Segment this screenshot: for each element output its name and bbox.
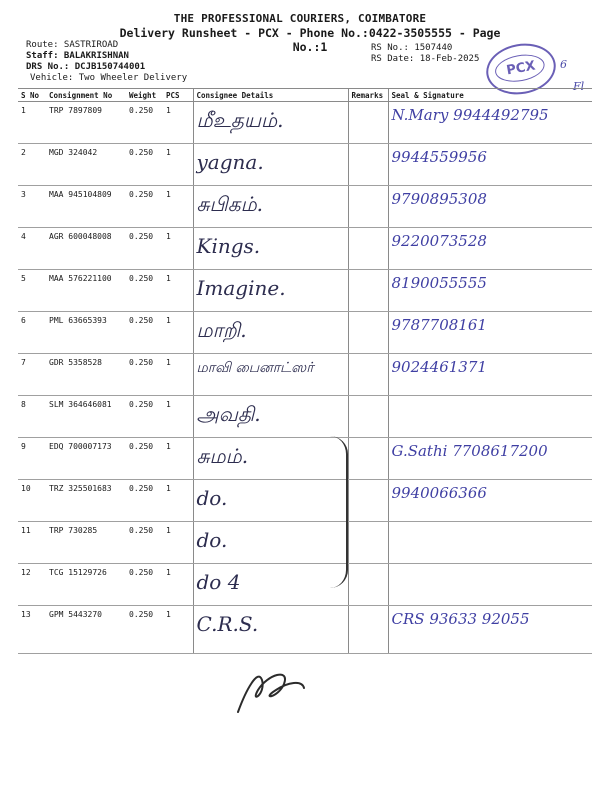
cell-seal <box>388 354 592 396</box>
cell-remarks <box>348 606 388 654</box>
consignee-handwriting: Imagine. <box>196 276 286 300</box>
cell-sno: 11 <box>18 522 46 564</box>
drs-number: DRS No.: DCJB150744001 <box>26 62 146 72</box>
cell-weight: 0.250 <box>126 354 163 396</box>
seal-handwriting: 9220073528 <box>391 232 487 250</box>
cell-weight: 0.250 <box>126 270 163 312</box>
cell-weight: 0.250 <box>126 564 163 606</box>
cell-remarks <box>348 102 388 144</box>
cell-weight: 0.250 <box>126 312 163 354</box>
stamp-text: PCX <box>505 58 537 79</box>
route-text: Route: SASTRIROAD <box>26 40 119 50</box>
corner-note-1: 6 <box>560 58 567 71</box>
cell-weight: 0.250 <box>126 522 163 564</box>
cell-seal <box>388 480 592 522</box>
header-pcs: PCS <box>163 89 193 102</box>
cell-consignment: PML 63665393 <box>46 312 126 354</box>
cell-remarks <box>348 564 388 606</box>
runsheet-subtitle: Delivery Runsheet - PCX - Phone No.:0422-3505555 - Page No.:1 <box>119 26 501 54</box>
table-row <box>18 564 592 606</box>
cell-remarks <box>348 144 388 186</box>
cell-consignee <box>193 606 348 654</box>
cell-consignee <box>193 438 348 480</box>
cell-sno: 6 <box>18 312 46 354</box>
rs-number: RS No.: 1507440 <box>371 43 453 53</box>
cell-sno: 13 <box>18 606 46 654</box>
table-row <box>18 144 592 186</box>
cell-pcs: 1 <box>163 396 193 438</box>
staff-text: Staff: BALAKRISHNAN <box>26 51 129 61</box>
cell-pcs: 1 <box>163 564 193 606</box>
cell-sno: 1 <box>18 102 46 144</box>
cell-pcs: 1 <box>163 312 193 354</box>
cell-seal <box>388 396 592 438</box>
cell-consignment: MGD 324042 <box>46 144 126 186</box>
consignee-handwriting: do 4 <box>196 570 241 594</box>
cell-pcs: 1 <box>163 102 193 144</box>
cell-consignment: TRZ 325501683 <box>46 480 126 522</box>
cell-consignment: TRP 7897809 <box>46 102 126 144</box>
consignee-handwriting: yagna. <box>196 150 264 174</box>
cell-seal <box>388 564 592 606</box>
cell-consignee <box>193 480 348 522</box>
cell-remarks <box>348 396 388 438</box>
table-row <box>18 438 592 480</box>
cell-consignment: GPM 5443270 <box>46 606 126 654</box>
table-row <box>18 480 592 522</box>
cell-weight: 0.250 <box>126 438 163 480</box>
seal-handwriting: N.Mary 9944492795 <box>391 106 549 124</box>
cell-seal <box>388 102 592 144</box>
seal-handwriting: G.Sathi 7708617200 <box>391 442 548 460</box>
cell-consignee <box>193 186 348 228</box>
table-row <box>18 228 592 270</box>
cell-remarks <box>348 186 388 228</box>
seal-handwriting: CRS 93633 92055 <box>391 610 530 628</box>
consignee-handwriting: மீஉதயம். <box>196 108 284 132</box>
cell-sno: 2 <box>18 144 46 186</box>
cell-consignee <box>193 270 348 312</box>
cell-consignment: SLM 364646081 <box>46 396 126 438</box>
table-row <box>18 102 592 144</box>
cell-pcs: 1 <box>163 228 193 270</box>
cell-weight: 0.250 <box>126 144 163 186</box>
seal-handwriting: 9024461371 <box>391 358 487 376</box>
cell-weight: 0.250 <box>126 480 163 522</box>
cell-sno: 8 <box>18 396 46 438</box>
consignee-handwriting: Kings. <box>196 234 261 258</box>
consignee-handwriting: do. <box>196 528 228 552</box>
consignee-handwriting: சுபிகம். <box>196 192 264 216</box>
header-consignment: Consignment No <box>46 89 126 102</box>
cell-remarks <box>348 228 388 270</box>
cell-sno: 9 <box>18 438 46 480</box>
runsheet-table <box>18 88 592 654</box>
cell-sno: 5 <box>18 270 46 312</box>
cell-seal <box>388 438 592 480</box>
header-sno: S No <box>18 89 46 102</box>
cell-consignee <box>193 228 348 270</box>
cell-weight: 0.250 <box>126 228 163 270</box>
cell-seal <box>388 312 592 354</box>
rs-date: RS Date: 18-Feb-2025 <box>371 54 480 64</box>
cell-seal <box>388 522 592 564</box>
cell-consignment: EDQ 700007173 <box>46 438 126 480</box>
cell-pcs: 1 <box>163 270 193 312</box>
cell-consignment: TCG 15129726 <box>46 564 126 606</box>
consignee-handwriting: சுமம். <box>196 444 249 468</box>
seal-handwriting: 9787708161 <box>391 316 487 334</box>
table-row <box>18 270 592 312</box>
cell-consignment: GDR 5358528 <box>46 354 126 396</box>
table-row <box>18 312 592 354</box>
cell-pcs: 1 <box>163 522 193 564</box>
cell-weight: 0.250 <box>126 606 163 654</box>
cell-consignee <box>193 102 348 144</box>
cell-consignment: MAA 576221100 <box>46 270 126 312</box>
cell-remarks <box>348 522 388 564</box>
seal-handwriting: 8190055555 <box>391 274 487 292</box>
cell-weight: 0.250 <box>126 102 163 144</box>
cell-consignee <box>193 564 348 606</box>
header-remarks: Remarks <box>348 89 388 102</box>
cell-seal <box>388 606 592 654</box>
cell-seal <box>388 228 592 270</box>
cell-consignee <box>193 522 348 564</box>
cell-sno: 3 <box>18 186 46 228</box>
cell-pcs: 1 <box>163 144 193 186</box>
cell-sno: 10 <box>18 480 46 522</box>
consignee-handwriting: do. <box>196 486 228 510</box>
seal-handwriting: 9944559956 <box>391 148 487 166</box>
consignee-handwriting: அவதி. <box>196 402 261 426</box>
cell-remarks <box>348 270 388 312</box>
cell-pcs: 1 <box>163 438 193 480</box>
consignee-handwriting: மாறி. <box>196 318 247 342</box>
header-seal: Seal & Signature <box>388 89 592 102</box>
vehicle-text: Vehicle: Two Wheeler Delivery <box>30 73 188 83</box>
cell-remarks <box>348 438 388 480</box>
seal-handwriting: 9940066366 <box>391 484 487 502</box>
consignee-handwriting: C.R.S. <box>196 612 259 636</box>
cell-remarks <box>348 354 388 396</box>
cell-sno: 4 <box>18 228 46 270</box>
cell-consignment: TRP 730285 <box>46 522 126 564</box>
stamp-inner-ring <box>493 51 547 85</box>
cell-pcs: 1 <box>163 186 193 228</box>
cell-consignee <box>193 396 348 438</box>
cell-seal <box>388 186 592 228</box>
cell-sno: 7 <box>18 354 46 396</box>
cell-pcs: 1 <box>163 606 193 654</box>
cell-consignment: MAA 945104809 <box>46 186 126 228</box>
consignee-handwriting: மாவி பைனாட்ஸர் <box>196 360 314 376</box>
cell-weight: 0.250 <box>126 186 163 228</box>
corner-note-2: Fl <box>573 80 585 93</box>
cell-remarks <box>348 312 388 354</box>
signature-scribble <box>232 660 312 720</box>
cell-consignment: AGR 600048008 <box>46 228 126 270</box>
cell-sno: 12 <box>18 564 46 606</box>
table-row <box>18 354 592 396</box>
cell-weight: 0.250 <box>126 396 163 438</box>
table-row <box>18 186 592 228</box>
table-header-row <box>18 89 592 102</box>
cell-seal <box>388 144 592 186</box>
ditto-brace <box>330 436 348 588</box>
cell-consignee <box>193 354 348 396</box>
header-weight: Weight <box>126 89 163 102</box>
seal-handwriting: 9790895308 <box>391 190 487 208</box>
table-row <box>18 522 592 564</box>
header-consignee: Consignee Details <box>193 89 348 102</box>
cell-consignee <box>193 144 348 186</box>
cell-remarks <box>348 480 388 522</box>
table-row <box>18 396 592 438</box>
runsheet-title: THE PROFESSIONAL COURIERS, COIMBATORE <box>173 12 427 25</box>
cell-consignee <box>193 312 348 354</box>
table-row <box>18 606 592 654</box>
cell-pcs: 1 <box>163 480 193 522</box>
cell-pcs: 1 <box>163 354 193 396</box>
cell-seal <box>388 270 592 312</box>
